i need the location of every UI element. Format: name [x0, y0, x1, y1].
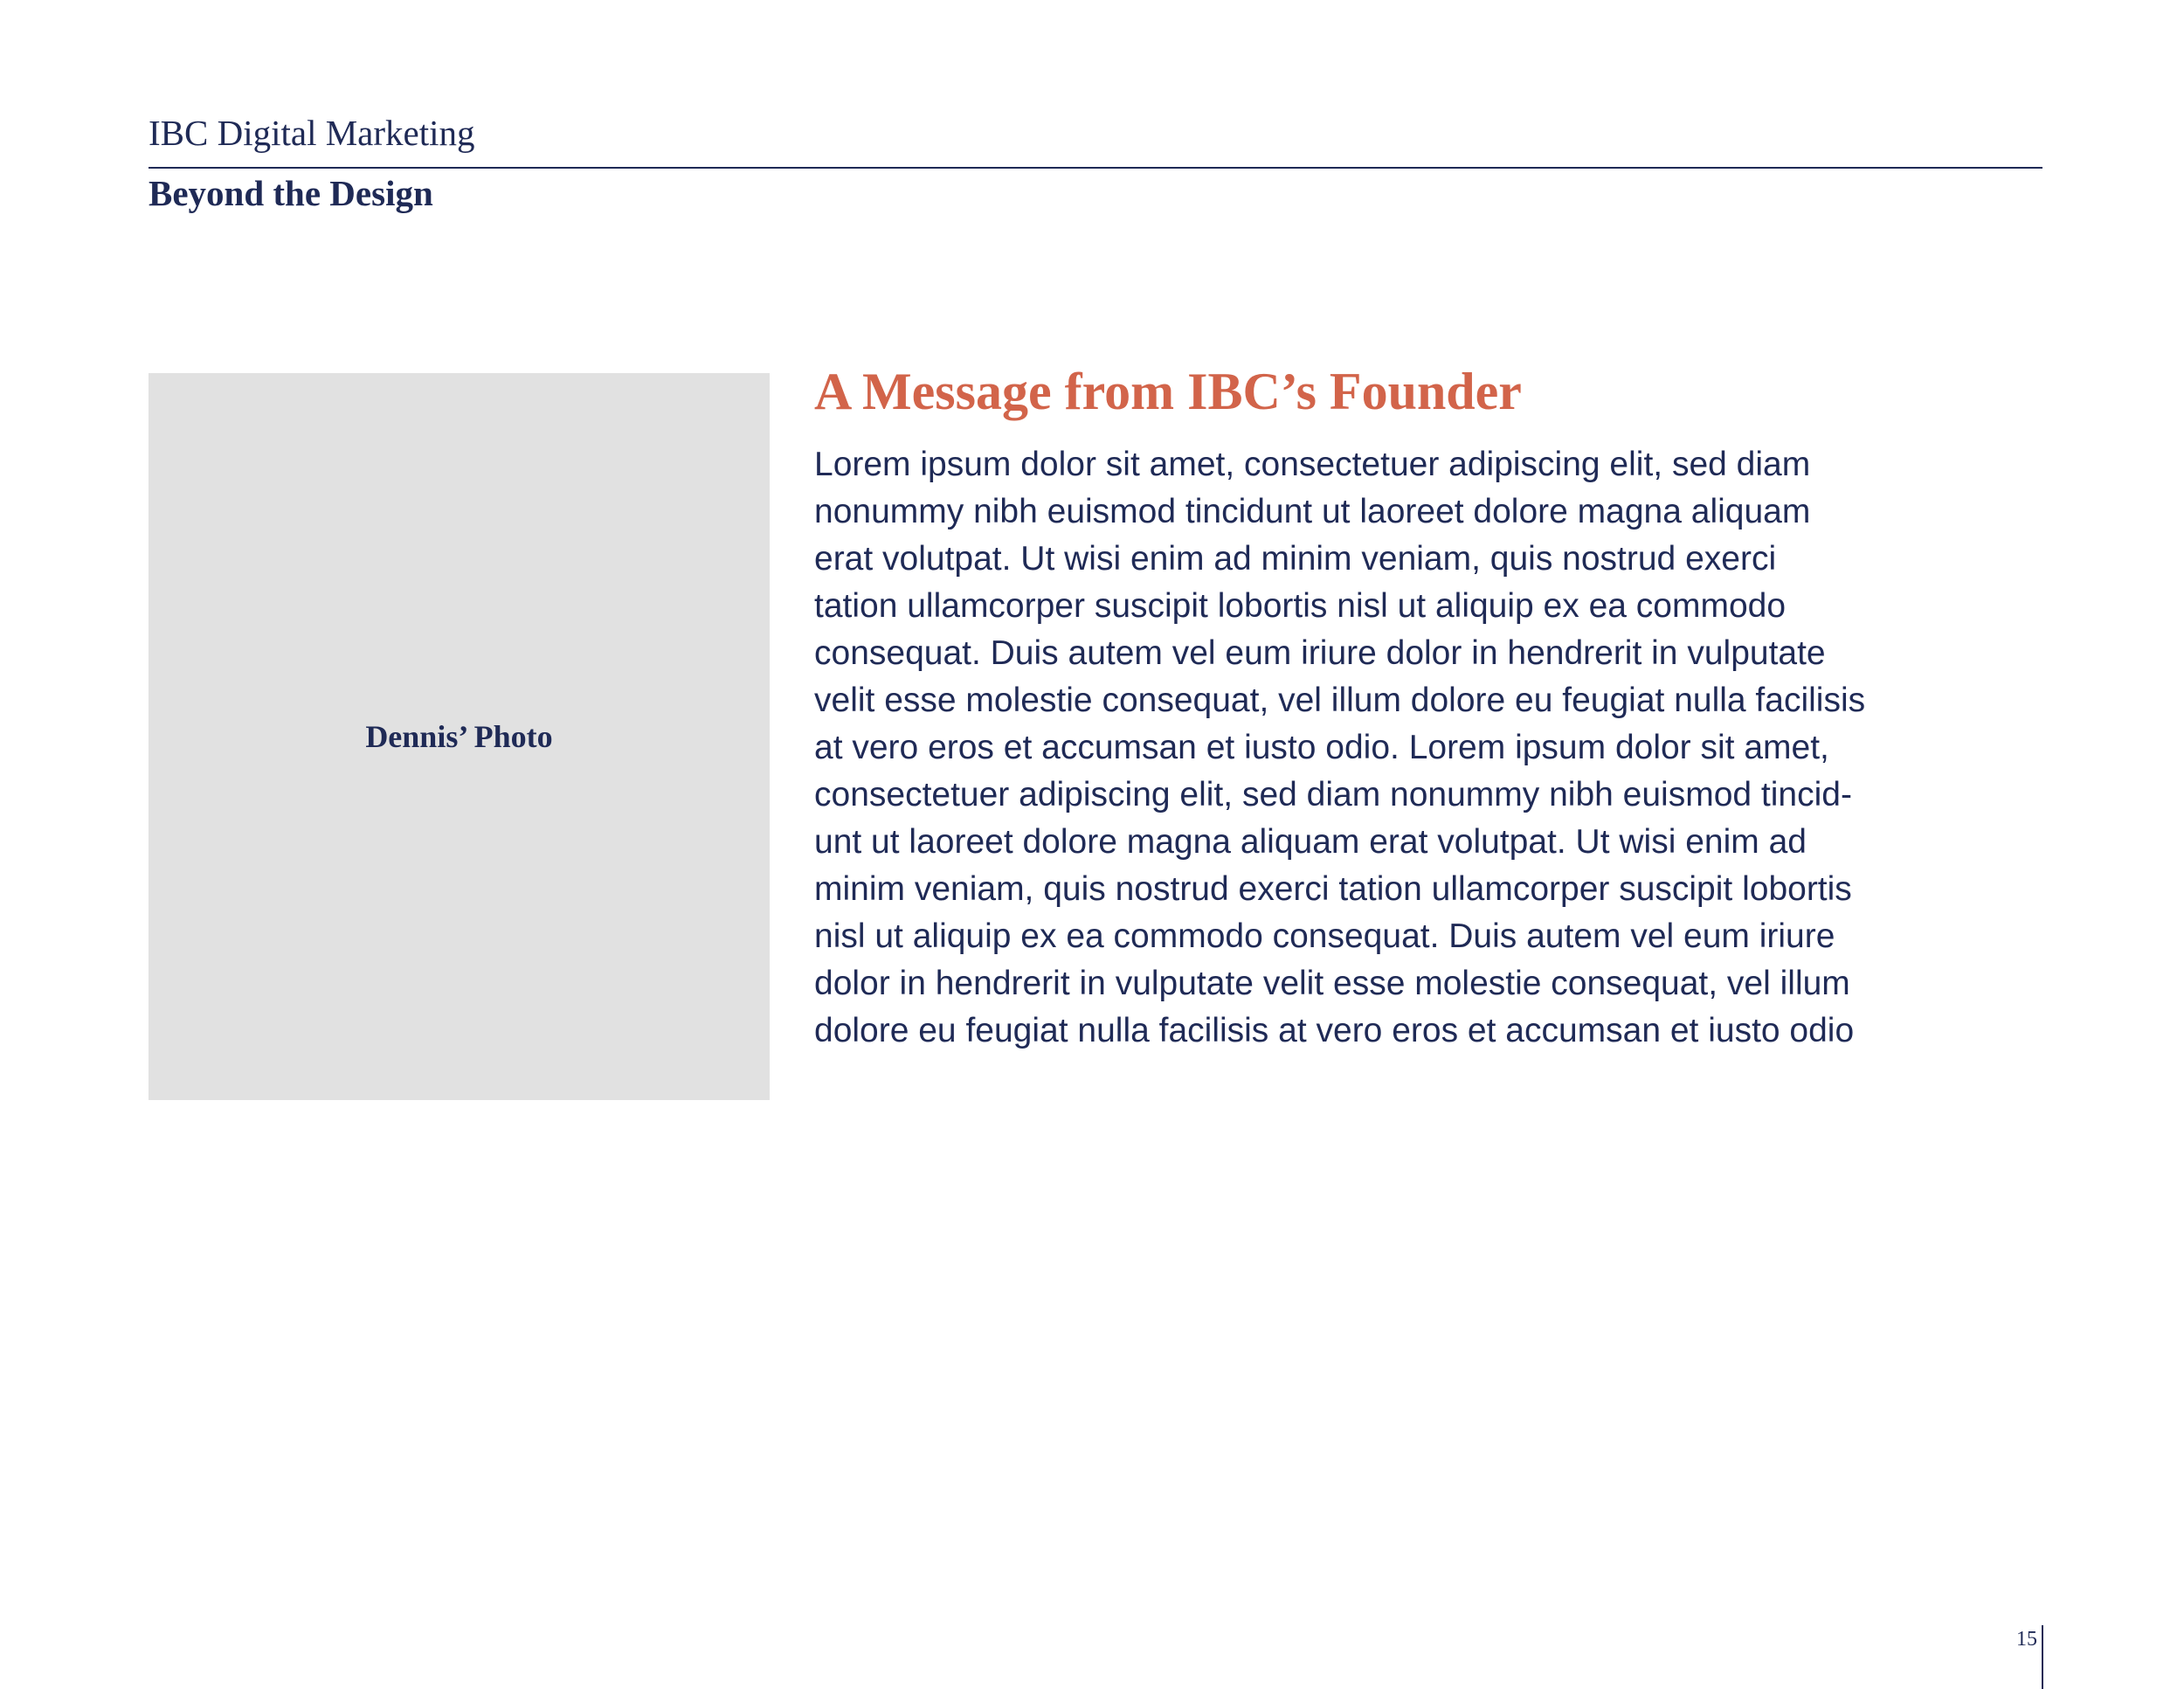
photo-placeholder-label: Dennis’ Photo: [365, 719, 553, 754]
message-line: nonummy nibh euismod tincidunt ut laoreet dolore magna aliquam: [814, 493, 1811, 530]
page-number: 15: [2016, 1628, 2037, 1651]
header-section-title: Beyond the Design: [149, 173, 433, 213]
message-line: consectetuer adipiscing elit, sed diam nonummy nibh euismod tincid-: [814, 776, 1852, 813]
message-line: consequat. Duis autem vel eum iriure dolor in hendrerit in vulputate: [814, 634, 1826, 672]
message-body: [814, 441, 2046, 1055]
message-line: tation ullamcorper suscipit lobortis nisl ut aliquip ex ea commodo: [814, 587, 1787, 625]
message-title: A Message from IBC’s Founder: [814, 363, 1522, 420]
message-line: at vero eros et accumsan et iusto odio. Lorem ipsum dolor sit amet,: [814, 729, 1829, 766]
message-line: velit esse molestie consequat, vel illum dolore eu feugiat nulla facilisis: [814, 682, 1866, 719]
header-divider: [149, 167, 2042, 169]
message-line: nisl ut aliquip ex ea commodo consequat. Duis autem vel eum iriure: [814, 917, 1835, 955]
message-line: erat volutpat. Ut wisi enim ad minim veniam, quis nostrud exerci: [814, 540, 1777, 578]
page-number-rule: [2042, 1625, 2043, 1689]
message-line: Lorem ipsum dolor sit amet, consectetuer adipiscing elit, sed diam: [814, 446, 1811, 483]
message-line: unt ut laoreet dolore magna aliquam erat volutpat. Ut wisi enim ad: [814, 823, 1807, 861]
message-line: dolore eu feugiat nulla facilisis at vero eros et accumsan et iusto odio: [814, 1012, 1855, 1049]
message-line: minim veniam, quis nostrud exerci tation ullamcorper suscipit lobortis: [814, 870, 1852, 908]
founder-photo-placeholder: [149, 373, 770, 1100]
message-line: dolor in hendrerit in vulputate velit esse molestie consequat, vel illum: [814, 965, 1850, 1002]
header-brand: IBC Digital Marketing: [149, 113, 475, 153]
